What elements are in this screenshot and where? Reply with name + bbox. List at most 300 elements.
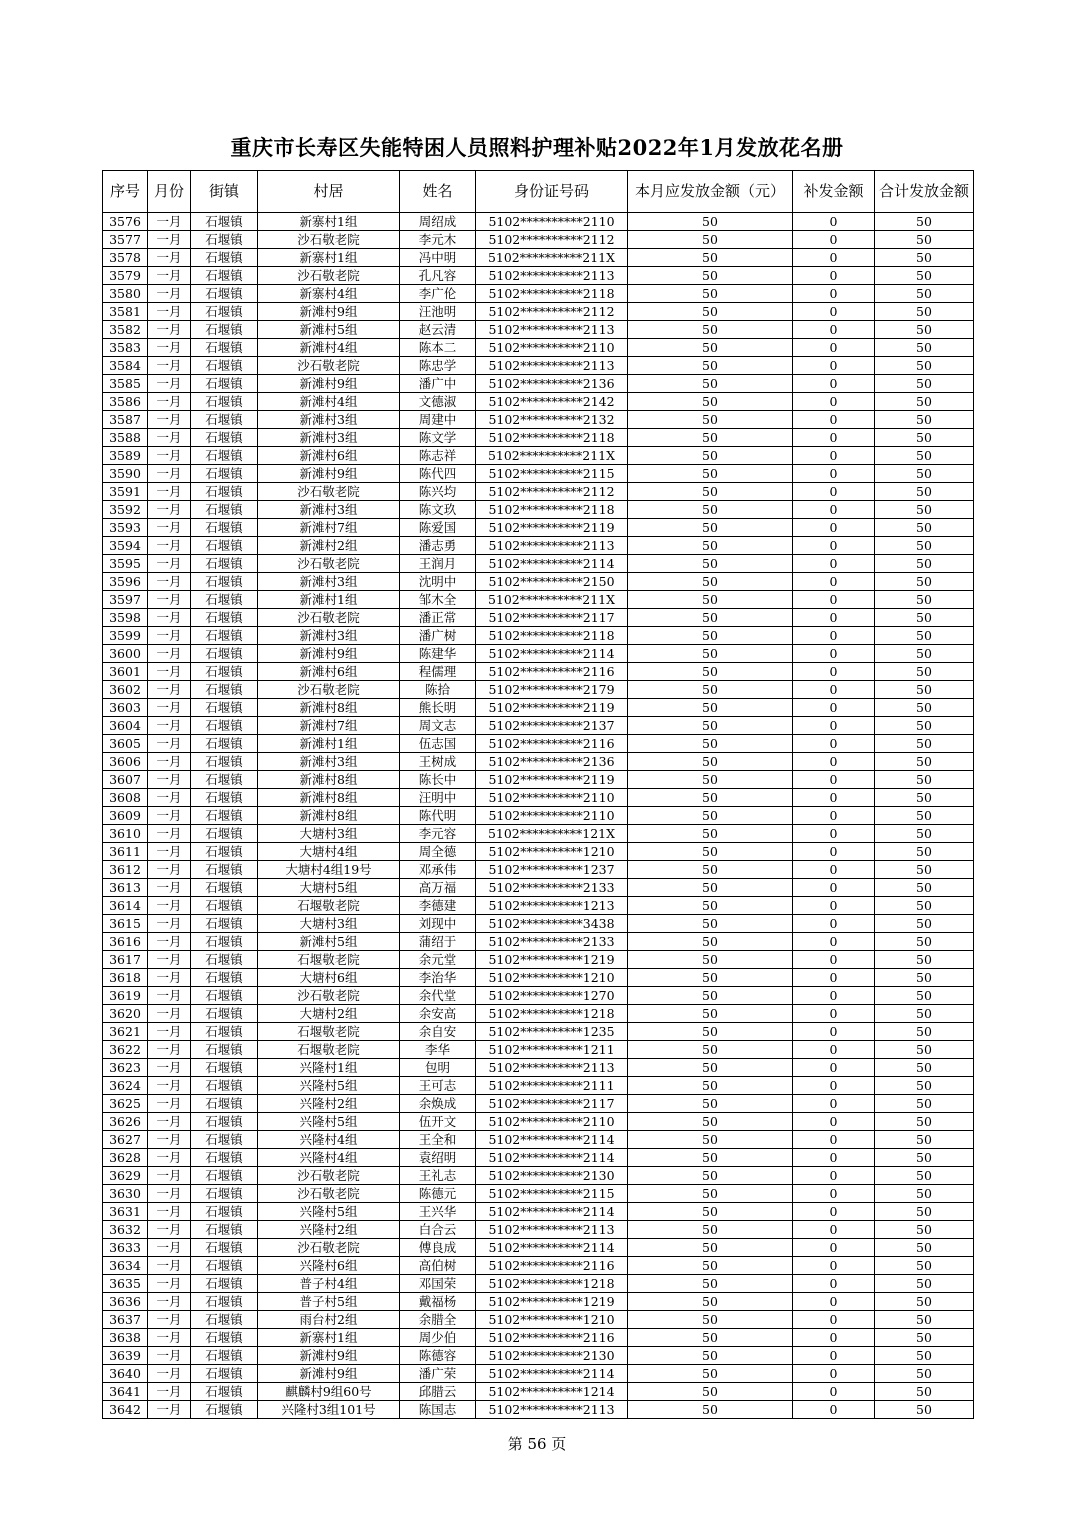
- cell-id-number: 5102**********2113: [476, 1221, 628, 1239]
- cell-monthly-amount: 50: [628, 303, 793, 321]
- cell-month: 一月: [148, 465, 191, 483]
- cell-total: 50: [875, 573, 974, 591]
- cell-name: 蒲绍于: [400, 933, 476, 951]
- cell-total: 50: [875, 807, 974, 825]
- cell-id-number: 5102**********2130: [476, 1167, 628, 1185]
- cell-total: 50: [875, 1149, 974, 1167]
- cell-supplement: 0: [793, 1275, 875, 1293]
- cell-village: 新滩村4组: [258, 393, 400, 411]
- cell-monthly-amount: 50: [628, 627, 793, 645]
- cell-month: 一月: [148, 357, 191, 375]
- cell-name: 余代堂: [400, 987, 476, 1005]
- table-row: [103, 1347, 974, 1365]
- cell-month: 一月: [148, 1149, 191, 1167]
- cell-month: 一月: [148, 1239, 191, 1257]
- cell-village: 新滩村8组: [258, 807, 400, 825]
- table-row: [103, 1221, 974, 1239]
- cell-town: 石堰镇: [191, 555, 258, 573]
- cell-monthly-amount: 50: [628, 1365, 793, 1383]
- cell-town: 石堰镇: [191, 321, 258, 339]
- cell-total: 50: [875, 321, 974, 339]
- cell-id-number: 5102**********2114: [476, 1239, 628, 1257]
- cell-village: 沙石敬老院: [258, 357, 400, 375]
- cell-seq: 3628: [103, 1149, 148, 1167]
- cell-monthly-amount: 50: [628, 987, 793, 1005]
- cell-name: 邓承伟: [400, 861, 476, 879]
- cell-monthly-amount: 50: [628, 645, 793, 663]
- cell-monthly-amount: 50: [628, 951, 793, 969]
- cell-total: 50: [875, 1239, 974, 1257]
- cell-town: 石堰镇: [191, 1311, 258, 1329]
- cell-town: 石堰镇: [191, 537, 258, 555]
- cell-name: 陈国志: [400, 1401, 476, 1419]
- cell-town: 石堰镇: [191, 249, 258, 267]
- cell-month: 一月: [148, 897, 191, 915]
- cell-village: 兴隆村3组101号: [258, 1401, 400, 1419]
- cell-village: 新滩村6组: [258, 663, 400, 681]
- cell-seq: 3597: [103, 591, 148, 609]
- cell-monthly-amount: 50: [628, 591, 793, 609]
- cell-total: 50: [875, 843, 974, 861]
- cell-monthly-amount: 50: [628, 213, 793, 231]
- cell-month: 一月: [148, 231, 191, 249]
- cell-seq: 3583: [103, 339, 148, 357]
- cell-monthly-amount: 50: [628, 915, 793, 933]
- cell-name: 伍开文: [400, 1113, 476, 1131]
- cell-month: 一月: [148, 951, 191, 969]
- cell-id-number: 5102**********2114: [476, 555, 628, 573]
- cell-village: 新滩村9组: [258, 465, 400, 483]
- table-row: [103, 429, 974, 447]
- cell-name: 高万福: [400, 879, 476, 897]
- cell-seq: 3579: [103, 267, 148, 285]
- cell-id-number: 5102**********1270: [476, 987, 628, 1005]
- cell-name: 周建中: [400, 411, 476, 429]
- cell-month: 一月: [148, 537, 191, 555]
- cell-id-number: 5102**********2110: [476, 1113, 628, 1131]
- cell-supplement: 0: [793, 609, 875, 627]
- cell-supplement: 0: [793, 897, 875, 915]
- cell-total: 50: [875, 465, 974, 483]
- cell-monthly-amount: 50: [628, 411, 793, 429]
- col-header-month: 月份: [148, 171, 191, 213]
- cell-name: 沈明中: [400, 573, 476, 591]
- cell-village: 沙石敬老院: [258, 483, 400, 501]
- cell-supplement: 0: [793, 321, 875, 339]
- cell-month: 一月: [148, 825, 191, 843]
- cell-monthly-amount: 50: [628, 1275, 793, 1293]
- table-row: [103, 1131, 974, 1149]
- col-header-supplement: 补发金额: [793, 171, 875, 213]
- cell-village: 沙石敬老院: [258, 681, 400, 699]
- cell-total: 50: [875, 1185, 974, 1203]
- cell-id-number: 5102**********1218: [476, 1005, 628, 1023]
- cell-name: 陈志祥: [400, 447, 476, 465]
- cell-seq: 3602: [103, 681, 148, 699]
- cell-total: 50: [875, 1311, 974, 1329]
- cell-supplement: 0: [793, 483, 875, 501]
- cell-supplement: 0: [793, 537, 875, 555]
- cell-month: 一月: [148, 735, 191, 753]
- cell-id-number: 5102**********3438: [476, 915, 628, 933]
- cell-id-number: 5102**********2110: [476, 789, 628, 807]
- cell-village: 沙石敬老院: [258, 1185, 400, 1203]
- cell-village: 兴隆村5组: [258, 1203, 400, 1221]
- cell-supplement: 0: [793, 213, 875, 231]
- table-row: [103, 951, 974, 969]
- cell-seq: 3640: [103, 1365, 148, 1383]
- cell-id-number: 5102**********2119: [476, 519, 628, 537]
- cell-total: 50: [875, 447, 974, 465]
- cell-seq: 3593: [103, 519, 148, 537]
- cell-town: 石堰镇: [191, 753, 258, 771]
- cell-total: 50: [875, 735, 974, 753]
- table-row: [103, 303, 974, 321]
- table-row: [103, 519, 974, 537]
- cell-monthly-amount: 50: [628, 465, 793, 483]
- table-row: [103, 681, 974, 699]
- cell-name: 程儒理: [400, 663, 476, 681]
- page-title: 重庆市长寿区失能特困人员照料护理补贴2022年1月发放花名册: [230, 135, 844, 160]
- cell-monthly-amount: 50: [628, 1257, 793, 1275]
- table-row: [103, 735, 974, 753]
- cell-seq: 3581: [103, 303, 148, 321]
- table-row: [103, 897, 974, 915]
- cell-name: 高伯树: [400, 1257, 476, 1275]
- cell-id-number: 5102**********1213: [476, 897, 628, 915]
- cell-village: 新滩村9组: [258, 303, 400, 321]
- cell-seq: 3585: [103, 375, 148, 393]
- cell-id-number: 5102**********2117: [476, 609, 628, 627]
- cell-village: 沙石敬老院: [258, 1239, 400, 1257]
- cell-id-number: 5102**********211X: [476, 249, 628, 267]
- cell-village: 沙石敬老院: [258, 267, 400, 285]
- cell-town: 石堰镇: [191, 717, 258, 735]
- cell-monthly-amount: 50: [628, 573, 793, 591]
- page-number: 第 56 页: [507, 1435, 567, 1453]
- cell-village: 新滩村9组: [258, 375, 400, 393]
- cell-total: 50: [875, 915, 974, 933]
- cell-name: 邱腊云: [400, 1383, 476, 1401]
- cell-village: 沙石敬老院: [258, 1167, 400, 1185]
- cell-monthly-amount: 50: [628, 789, 793, 807]
- cell-seq: 3587: [103, 411, 148, 429]
- cell-village: 兴隆村2组: [258, 1221, 400, 1239]
- cell-village: 石堰敬老院: [258, 897, 400, 915]
- cell-monthly-amount: 50: [628, 699, 793, 717]
- col-header-total: 合计发放金额: [875, 171, 974, 213]
- cell-supplement: 0: [793, 1059, 875, 1077]
- cell-village: 石堰敬老院: [258, 951, 400, 969]
- cell-seq: 3591: [103, 483, 148, 501]
- cell-name: 余腊全: [400, 1311, 476, 1329]
- cell-seq: 3600: [103, 645, 148, 663]
- cell-monthly-amount: 50: [628, 393, 793, 411]
- cell-month: 一月: [148, 1113, 191, 1131]
- cell-monthly-amount: 50: [628, 1383, 793, 1401]
- cell-total: 50: [875, 609, 974, 627]
- cell-village: 新滩村8组: [258, 699, 400, 717]
- cell-town: 石堰镇: [191, 1329, 258, 1347]
- cell-seq: 3596: [103, 573, 148, 591]
- cell-id-number: 5102**********2136: [476, 753, 628, 771]
- cell-id-number: 5102**********2150: [476, 573, 628, 591]
- cell-name: 潘广树: [400, 627, 476, 645]
- cell-town: 石堰镇: [191, 843, 258, 861]
- cell-month: 一月: [148, 591, 191, 609]
- cell-seq: 3580: [103, 285, 148, 303]
- cell-town: 石堰镇: [191, 303, 258, 321]
- cell-month: 一月: [148, 1131, 191, 1149]
- cell-seq: 3610: [103, 825, 148, 843]
- cell-town: 石堰镇: [191, 231, 258, 249]
- cell-seq: 3578: [103, 249, 148, 267]
- cell-total: 50: [875, 519, 974, 537]
- cell-supplement: 0: [793, 717, 875, 735]
- table-row: [103, 717, 974, 735]
- cell-supplement: 0: [793, 573, 875, 591]
- cell-total: 50: [875, 879, 974, 897]
- cell-village: 沙石敬老院: [258, 555, 400, 573]
- cell-id-number: 5102**********2118: [476, 627, 628, 645]
- table-row: [103, 861, 974, 879]
- cell-monthly-amount: 50: [628, 1059, 793, 1077]
- cell-seq: 3613: [103, 879, 148, 897]
- cell-name: 陈德元: [400, 1185, 476, 1203]
- cell-monthly-amount: 50: [628, 1221, 793, 1239]
- cell-monthly-amount: 50: [628, 447, 793, 465]
- cell-month: 一月: [148, 807, 191, 825]
- cell-name: 袁绍明: [400, 1149, 476, 1167]
- cell-name: 潘广中: [400, 375, 476, 393]
- table-row: [103, 573, 974, 591]
- cell-id-number: 5102**********2115: [476, 1185, 628, 1203]
- cell-supplement: 0: [793, 1149, 875, 1167]
- cell-seq: 3584: [103, 357, 148, 375]
- col-header-id-number: 身份证号码: [476, 171, 628, 213]
- cell-monthly-amount: 50: [628, 861, 793, 879]
- cell-id-number: 5102**********2116: [476, 1329, 628, 1347]
- table-row: [103, 933, 974, 951]
- cell-id-number: 5102**********2110: [476, 213, 628, 231]
- cell-id-number: 5102**********1210: [476, 843, 628, 861]
- col-header-name: 姓名: [400, 171, 476, 213]
- cell-monthly-amount: 50: [628, 1149, 793, 1167]
- cell-seq: 3617: [103, 951, 148, 969]
- cell-supplement: 0: [793, 933, 875, 951]
- cell-id-number: 5102**********2110: [476, 339, 628, 357]
- cell-id-number: 5102**********2114: [476, 1203, 628, 1221]
- cell-total: 50: [875, 339, 974, 357]
- cell-seq: 3626: [103, 1113, 148, 1131]
- cell-village: 新寨村1组: [258, 213, 400, 231]
- cell-town: 石堰镇: [191, 1113, 258, 1131]
- cell-monthly-amount: 50: [628, 285, 793, 303]
- cell-village: 新滩村8组: [258, 789, 400, 807]
- cell-month: 一月: [148, 267, 191, 285]
- cell-town: 石堰镇: [191, 951, 258, 969]
- cell-town: 石堰镇: [191, 1347, 258, 1365]
- cell-month: 一月: [148, 213, 191, 231]
- cell-id-number: 5102**********2133: [476, 879, 628, 897]
- cell-seq: 3614: [103, 897, 148, 915]
- cell-total: 50: [875, 537, 974, 555]
- cell-village: 兴隆村2组: [258, 1095, 400, 1113]
- cell-town: 石堰镇: [191, 267, 258, 285]
- cell-seq: 3609: [103, 807, 148, 825]
- cell-total: 50: [875, 789, 974, 807]
- cell-seq: 3586: [103, 393, 148, 411]
- table-row: [103, 447, 974, 465]
- cell-total: 50: [875, 213, 974, 231]
- cell-id-number: 5102**********2113: [476, 537, 628, 555]
- cell-name: 周少伯: [400, 1329, 476, 1347]
- cell-town: 石堰镇: [191, 213, 258, 231]
- cell-supplement: 0: [793, 591, 875, 609]
- cell-supplement: 0: [793, 465, 875, 483]
- cell-name: 陈拾: [400, 681, 476, 699]
- cell-name: 陈文学: [400, 429, 476, 447]
- cell-name: 白合云: [400, 1221, 476, 1239]
- cell-seq: 3607: [103, 771, 148, 789]
- cell-name: 陈德容: [400, 1347, 476, 1365]
- cell-month: 一月: [148, 1347, 191, 1365]
- cell-name: 邓国荣: [400, 1275, 476, 1293]
- cell-month: 一月: [148, 879, 191, 897]
- cell-supplement: 0: [793, 1383, 875, 1401]
- table-row: [103, 1149, 974, 1167]
- cell-town: 石堰镇: [191, 1131, 258, 1149]
- cell-month: 一月: [148, 483, 191, 501]
- cell-seq: 3612: [103, 861, 148, 879]
- cell-supplement: 0: [793, 699, 875, 717]
- cell-month: 一月: [148, 1275, 191, 1293]
- cell-name: 余自安: [400, 1023, 476, 1041]
- table-row: [103, 699, 974, 717]
- cell-total: 50: [875, 591, 974, 609]
- table-row: [103, 393, 974, 411]
- cell-total: 50: [875, 825, 974, 843]
- cell-supplement: 0: [793, 285, 875, 303]
- cell-name: 王润月: [400, 555, 476, 573]
- cell-name: 潘广荣: [400, 1365, 476, 1383]
- table-row: [103, 1383, 974, 1401]
- cell-supplement: 0: [793, 1329, 875, 1347]
- cell-name: 熊长明: [400, 699, 476, 717]
- cell-seq: 3623: [103, 1059, 148, 1077]
- cell-month: 一月: [148, 1167, 191, 1185]
- cell-total: 50: [875, 249, 974, 267]
- col-header-town: 街镇: [191, 171, 258, 213]
- table-row: [103, 969, 974, 987]
- cell-name: 孔凡容: [400, 267, 476, 285]
- table-row: [103, 915, 974, 933]
- cell-town: 石堰镇: [191, 1167, 258, 1185]
- cell-supplement: 0: [793, 645, 875, 663]
- cell-total: 50: [875, 663, 974, 681]
- cell-monthly-amount: 50: [628, 717, 793, 735]
- table-row: [103, 1257, 974, 1275]
- cell-supplement: 0: [793, 825, 875, 843]
- cell-town: 石堰镇: [191, 429, 258, 447]
- cell-month: 一月: [148, 861, 191, 879]
- cell-village: 兴隆村4组: [258, 1131, 400, 1149]
- cell-town: 石堰镇: [191, 735, 258, 753]
- cell-name: 陈长中: [400, 771, 476, 789]
- cell-supplement: 0: [793, 231, 875, 249]
- roster-table: [102, 170, 974, 1419]
- cell-supplement: 0: [793, 1401, 875, 1419]
- cell-monthly-amount: 50: [628, 1041, 793, 1059]
- cell-month: 一月: [148, 1383, 191, 1401]
- cell-supplement: 0: [793, 429, 875, 447]
- cell-total: 50: [875, 681, 974, 699]
- cell-month: 一月: [148, 573, 191, 591]
- cell-total: 50: [875, 645, 974, 663]
- cell-name: 周文志: [400, 717, 476, 735]
- cell-monthly-amount: 50: [628, 267, 793, 285]
- cell-month: 一月: [148, 843, 191, 861]
- cell-name: 包明: [400, 1059, 476, 1077]
- cell-total: 50: [875, 357, 974, 375]
- cell-total: 50: [875, 411, 974, 429]
- cell-seq: 3633: [103, 1239, 148, 1257]
- cell-id-number: 5102**********2119: [476, 699, 628, 717]
- cell-town: 石堰镇: [191, 933, 258, 951]
- cell-supplement: 0: [793, 393, 875, 411]
- cell-monthly-amount: 50: [628, 1095, 793, 1113]
- table-row: [103, 879, 974, 897]
- cell-village: 雨台村2组: [258, 1311, 400, 1329]
- cell-town: 石堰镇: [191, 1365, 258, 1383]
- cell-supplement: 0: [793, 735, 875, 753]
- cell-village: 大塘村6组: [258, 969, 400, 987]
- table-row: [103, 1275, 974, 1293]
- cell-town: 石堰镇: [191, 861, 258, 879]
- cell-seq: 3598: [103, 609, 148, 627]
- table-row: [103, 1095, 974, 1113]
- cell-month: 一月: [148, 519, 191, 537]
- cell-name: 陈本二: [400, 339, 476, 357]
- cell-monthly-amount: 50: [628, 825, 793, 843]
- cell-seq: 3631: [103, 1203, 148, 1221]
- cell-village: 新滩村1组: [258, 591, 400, 609]
- col-header-monthly-amount: 本月应发放金额（元）: [628, 171, 793, 213]
- cell-total: 50: [875, 1095, 974, 1113]
- cell-seq: 3589: [103, 447, 148, 465]
- col-header-seq: 序号: [103, 171, 148, 213]
- cell-name: 周全德: [400, 843, 476, 861]
- cell-town: 石堰镇: [191, 1149, 258, 1167]
- cell-id-number: 5102**********2116: [476, 1257, 628, 1275]
- cell-id-number: 5102**********1218: [476, 1275, 628, 1293]
- table-row: [103, 1401, 974, 1419]
- cell-name: 李德建: [400, 897, 476, 915]
- cell-month: 一月: [148, 1293, 191, 1311]
- cell-name: 汪明中: [400, 789, 476, 807]
- cell-monthly-amount: 50: [628, 897, 793, 915]
- cell-supplement: 0: [793, 1023, 875, 1041]
- cell-id-number: 5102**********2112: [476, 231, 628, 249]
- cell-town: 石堰镇: [191, 1077, 258, 1095]
- cell-month: 一月: [148, 969, 191, 987]
- cell-month: 一月: [148, 393, 191, 411]
- cell-village: 新滩村9组: [258, 645, 400, 663]
- cell-supplement: 0: [793, 1239, 875, 1257]
- cell-name: 陈代四: [400, 465, 476, 483]
- cell-town: 石堰镇: [191, 915, 258, 933]
- cell-name: 李元木: [400, 231, 476, 249]
